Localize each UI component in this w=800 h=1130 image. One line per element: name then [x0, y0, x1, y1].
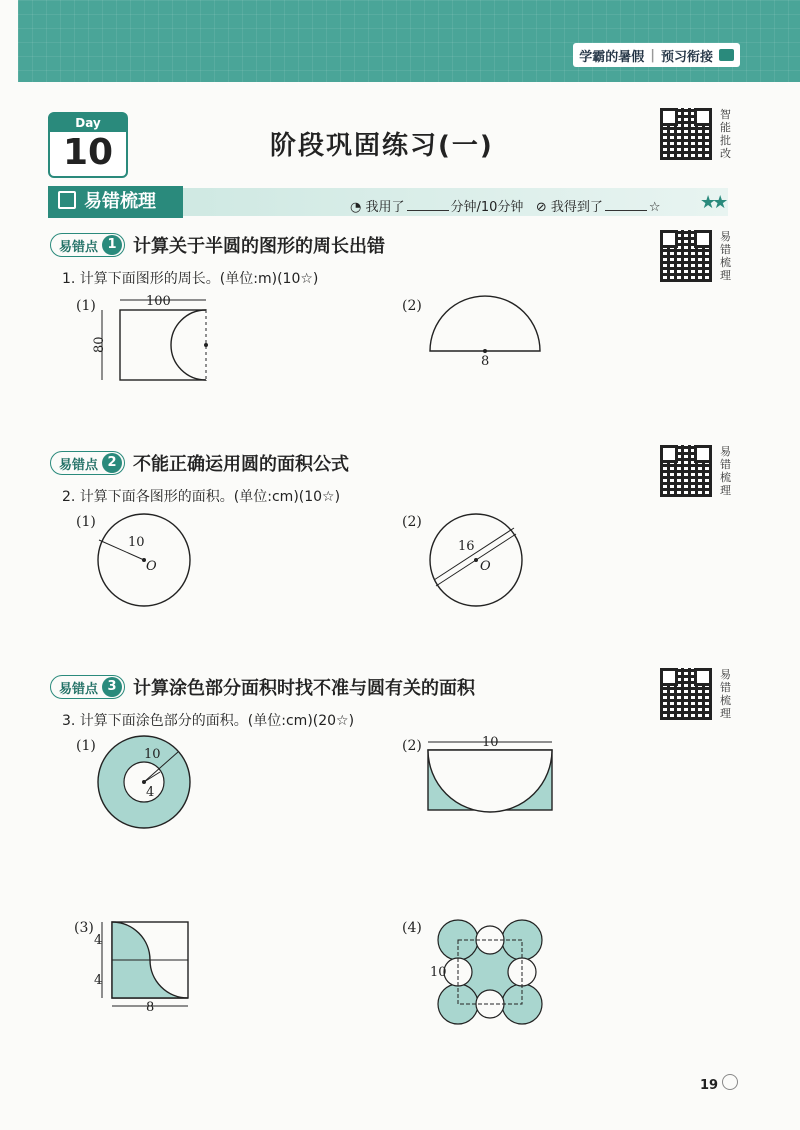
fig-label: (2) — [402, 298, 422, 314]
figure-square-circles — [428, 912, 558, 1022]
book-icon — [719, 49, 734, 61]
used-prefix: 我用了 — [365, 200, 405, 215]
inner-radius-label: 4 — [146, 785, 155, 800]
sun-icon — [722, 1074, 738, 1090]
section-tag — [48, 186, 183, 218]
diameter-label: 8 — [481, 354, 490, 369]
radius-label: 10 — [128, 535, 145, 550]
question-1: 1. 计算下面图形的周长。(单位:m)(10☆) — [62, 271, 319, 287]
qr-label-point-1: 易错梳理 — [720, 230, 731, 282]
qr-code-grading[interactable] — [660, 108, 712, 160]
figure-ring — [96, 734, 192, 830]
point-title: 不能正确运用圆的面积公式 — [133, 454, 350, 475]
day-badge — [48, 112, 128, 178]
score-blank[interactable] — [605, 210, 647, 211]
top-height-label: 4 — [94, 933, 103, 948]
used-suffix: 分钟/10分钟 — [450, 200, 524, 215]
qr-label-point-3: 易错梳理 — [720, 668, 731, 720]
list-icon — [58, 191, 76, 209]
width-label: 100 — [146, 294, 171, 309]
fig-label: (3) — [74, 920, 94, 936]
clock-icon: ◔ — [350, 200, 362, 215]
center-label: O — [480, 559, 491, 574]
bottom-height-label: 4 — [94, 973, 103, 988]
day-label: Day — [50, 114, 126, 132]
question-2: 2. 计算下面各图形的面积。(单位:cm)(10☆) — [62, 489, 341, 505]
page-number: 19 — [700, 1078, 719, 1093]
error-point-2 — [50, 450, 349, 476]
fig-label: (1) — [76, 738, 96, 754]
got-prefix: 我得到了 — [550, 200, 603, 215]
center-label: O — [146, 559, 157, 574]
outer-radius-label: 10 — [144, 747, 161, 762]
fig-label: (2) — [402, 514, 422, 530]
height-label: 80 — [92, 336, 107, 353]
figure-rect-semicircle-shaded — [428, 736, 554, 812]
point-number: 3 — [102, 677, 122, 697]
point-title: 计算涂色部分面积时找不准与圆有关的面积 — [133, 678, 476, 699]
time-blank[interactable] — [407, 210, 449, 211]
figure-rect-semicircle — [90, 290, 220, 390]
qr-code-point-2[interactable] — [660, 445, 712, 497]
figure-square-curve — [94, 916, 194, 1015]
subseries-name: 预习衔接 — [660, 49, 713, 65]
width-label: 8 — [146, 1000, 155, 1015]
fig-label: (4) — [402, 920, 422, 936]
stars-icon: ★★ — [700, 192, 725, 213]
question-3: 3. 计算下面涂色部分的面积。(单位:cm)(20☆) — [62, 713, 355, 729]
width-label: 10 — [482, 735, 499, 750]
top-banner — [18, 0, 800, 82]
side-label: 10 — [430, 965, 447, 980]
figure-circle-radius — [96, 512, 192, 608]
point-tag: 易错点 1 — [50, 233, 125, 257]
error-point-1 — [50, 232, 385, 258]
page-title: 阶段巩固练习(一) — [270, 131, 494, 161]
point-tag: 易错点 2 — [50, 451, 125, 475]
section-name: 易错梳理 — [84, 191, 156, 212]
error-point-3 — [50, 674, 475, 700]
got-suffix: ☆ — [648, 200, 661, 215]
qr-label-point-2: 易错梳理 — [720, 445, 731, 497]
series-separator: | — [650, 47, 655, 63]
fig-label: (1) — [76, 298, 96, 314]
qr-label-grading: 智能批改 — [720, 108, 731, 160]
day-number: 10 — [62, 132, 114, 173]
point-title: 计算关于半圆的图形的周长出错 — [133, 236, 386, 257]
series-name: 学霸的暑假 — [579, 49, 645, 65]
figure-circle-diameter — [428, 512, 524, 608]
point-tag: 易错点 3 — [50, 675, 125, 699]
check-icon: ⊘ — [535, 200, 547, 215]
figure-semicircle — [430, 295, 540, 370]
point-number: 2 — [102, 453, 122, 473]
fig-label: (1) — [76, 514, 96, 530]
time-score-stats — [350, 196, 661, 215]
diameter-label: 16 — [458, 539, 475, 554]
series-tag — [573, 43, 740, 67]
point-number: 1 — [102, 235, 122, 255]
qr-code-point-3[interactable] — [660, 668, 712, 720]
qr-code-point-1[interactable] — [660, 230, 712, 282]
fig-label: (2) — [402, 738, 422, 754]
